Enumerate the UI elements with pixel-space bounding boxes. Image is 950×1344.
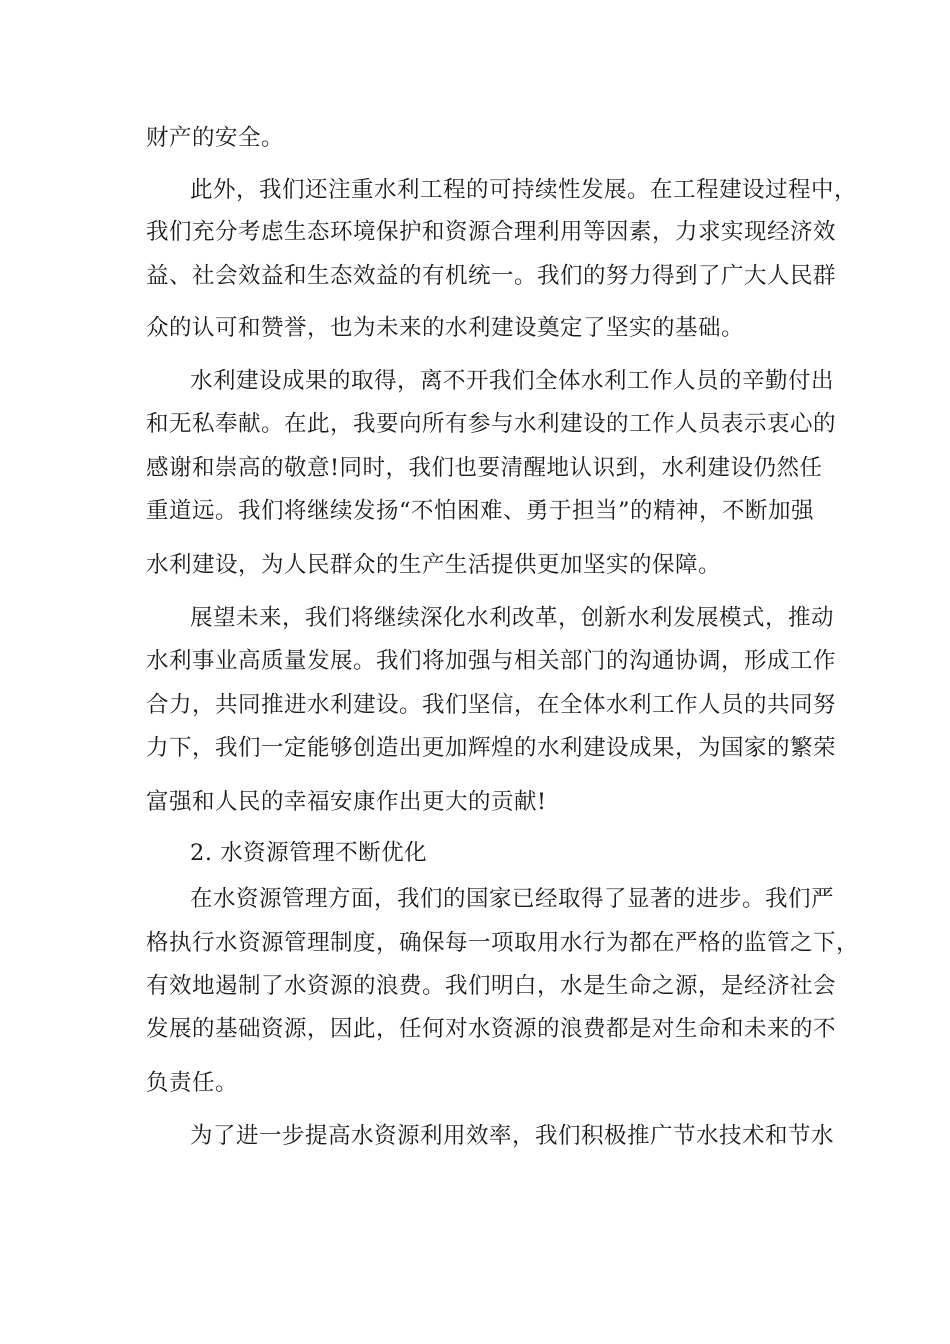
text-line: 益、社会效益和生态效益的有机统一。我们的努力得到了广大人民群 bbox=[146, 263, 837, 289]
text-line: 和无私奉献。在此，我要向所有参与水利建设的工作人员表示衷心的 bbox=[146, 411, 837, 437]
text-line: 发展的基础资源，因此，任何对水资源的浪费都是对生命和未来的不 bbox=[146, 1016, 837, 1042]
section-heading: 2. 水资源管理不断优化 bbox=[190, 840, 428, 866]
text-line: 水利事业高质量发展。我们将加强与相关部门的沟通协调，形成工作 bbox=[146, 648, 837, 674]
text-line: 为了进一步提高水资源利用效率，我们积极推广节水技术和节水 bbox=[190, 1123, 835, 1149]
text-line: 力下，我们一定能够创造出更加辉煌的水利建设成果，为国家的繁荣 bbox=[146, 735, 837, 761]
text-line: 合力，共同推进水利建设。我们坚信，在全体水利工作人员的共同努 bbox=[146, 692, 837, 718]
text-line: 重道远。我们将继续发扬“不怕困难、勇于担当”的精神，不断加强 bbox=[146, 498, 815, 524]
text-line: 在水资源管理方面，我们的国家已经取得了显著的进步。我们严 bbox=[190, 886, 835, 912]
text-line: 此外，我们还注重水利工程的可持续性发展。在工程建设过程中， bbox=[190, 177, 858, 203]
text-line: 负责任。 bbox=[146, 1070, 239, 1096]
text-line: 水利建设，为人民群众的生产生活提供更加坚实的保障。 bbox=[146, 552, 722, 578]
text-line: 众的认可和赞誉，也为未来的水利建设奠定了坚实的基础。 bbox=[146, 315, 745, 341]
text-line: 水利建设成果的取得，离不开我们全体水利工作人员的辛勤付出 bbox=[190, 368, 835, 394]
text-line: 我们充分考虑生态环境保护和资源合理利用等因素，力求实现经济效 bbox=[146, 219, 837, 245]
text-line: 感谢和崇高的敬意!同时，我们也要清醒地认识到，水利建设仍然任 bbox=[146, 455, 823, 481]
text-line: 富强和人民的幸福安康作出更大的贡献! bbox=[146, 789, 547, 815]
text-line: 格执行水资源管理制度，确保每一项取用水行为都在严格的监管之下， bbox=[146, 930, 860, 956]
text-line: 财产的安全。 bbox=[146, 125, 285, 151]
text-line: 有效地遏制了水资源的浪费。我们明白，水是生命之源，是经济社会 bbox=[146, 973, 837, 999]
text-line: 展望未来，我们将继续深化水利改革，创新水利发展模式，推动 bbox=[190, 605, 835, 631]
